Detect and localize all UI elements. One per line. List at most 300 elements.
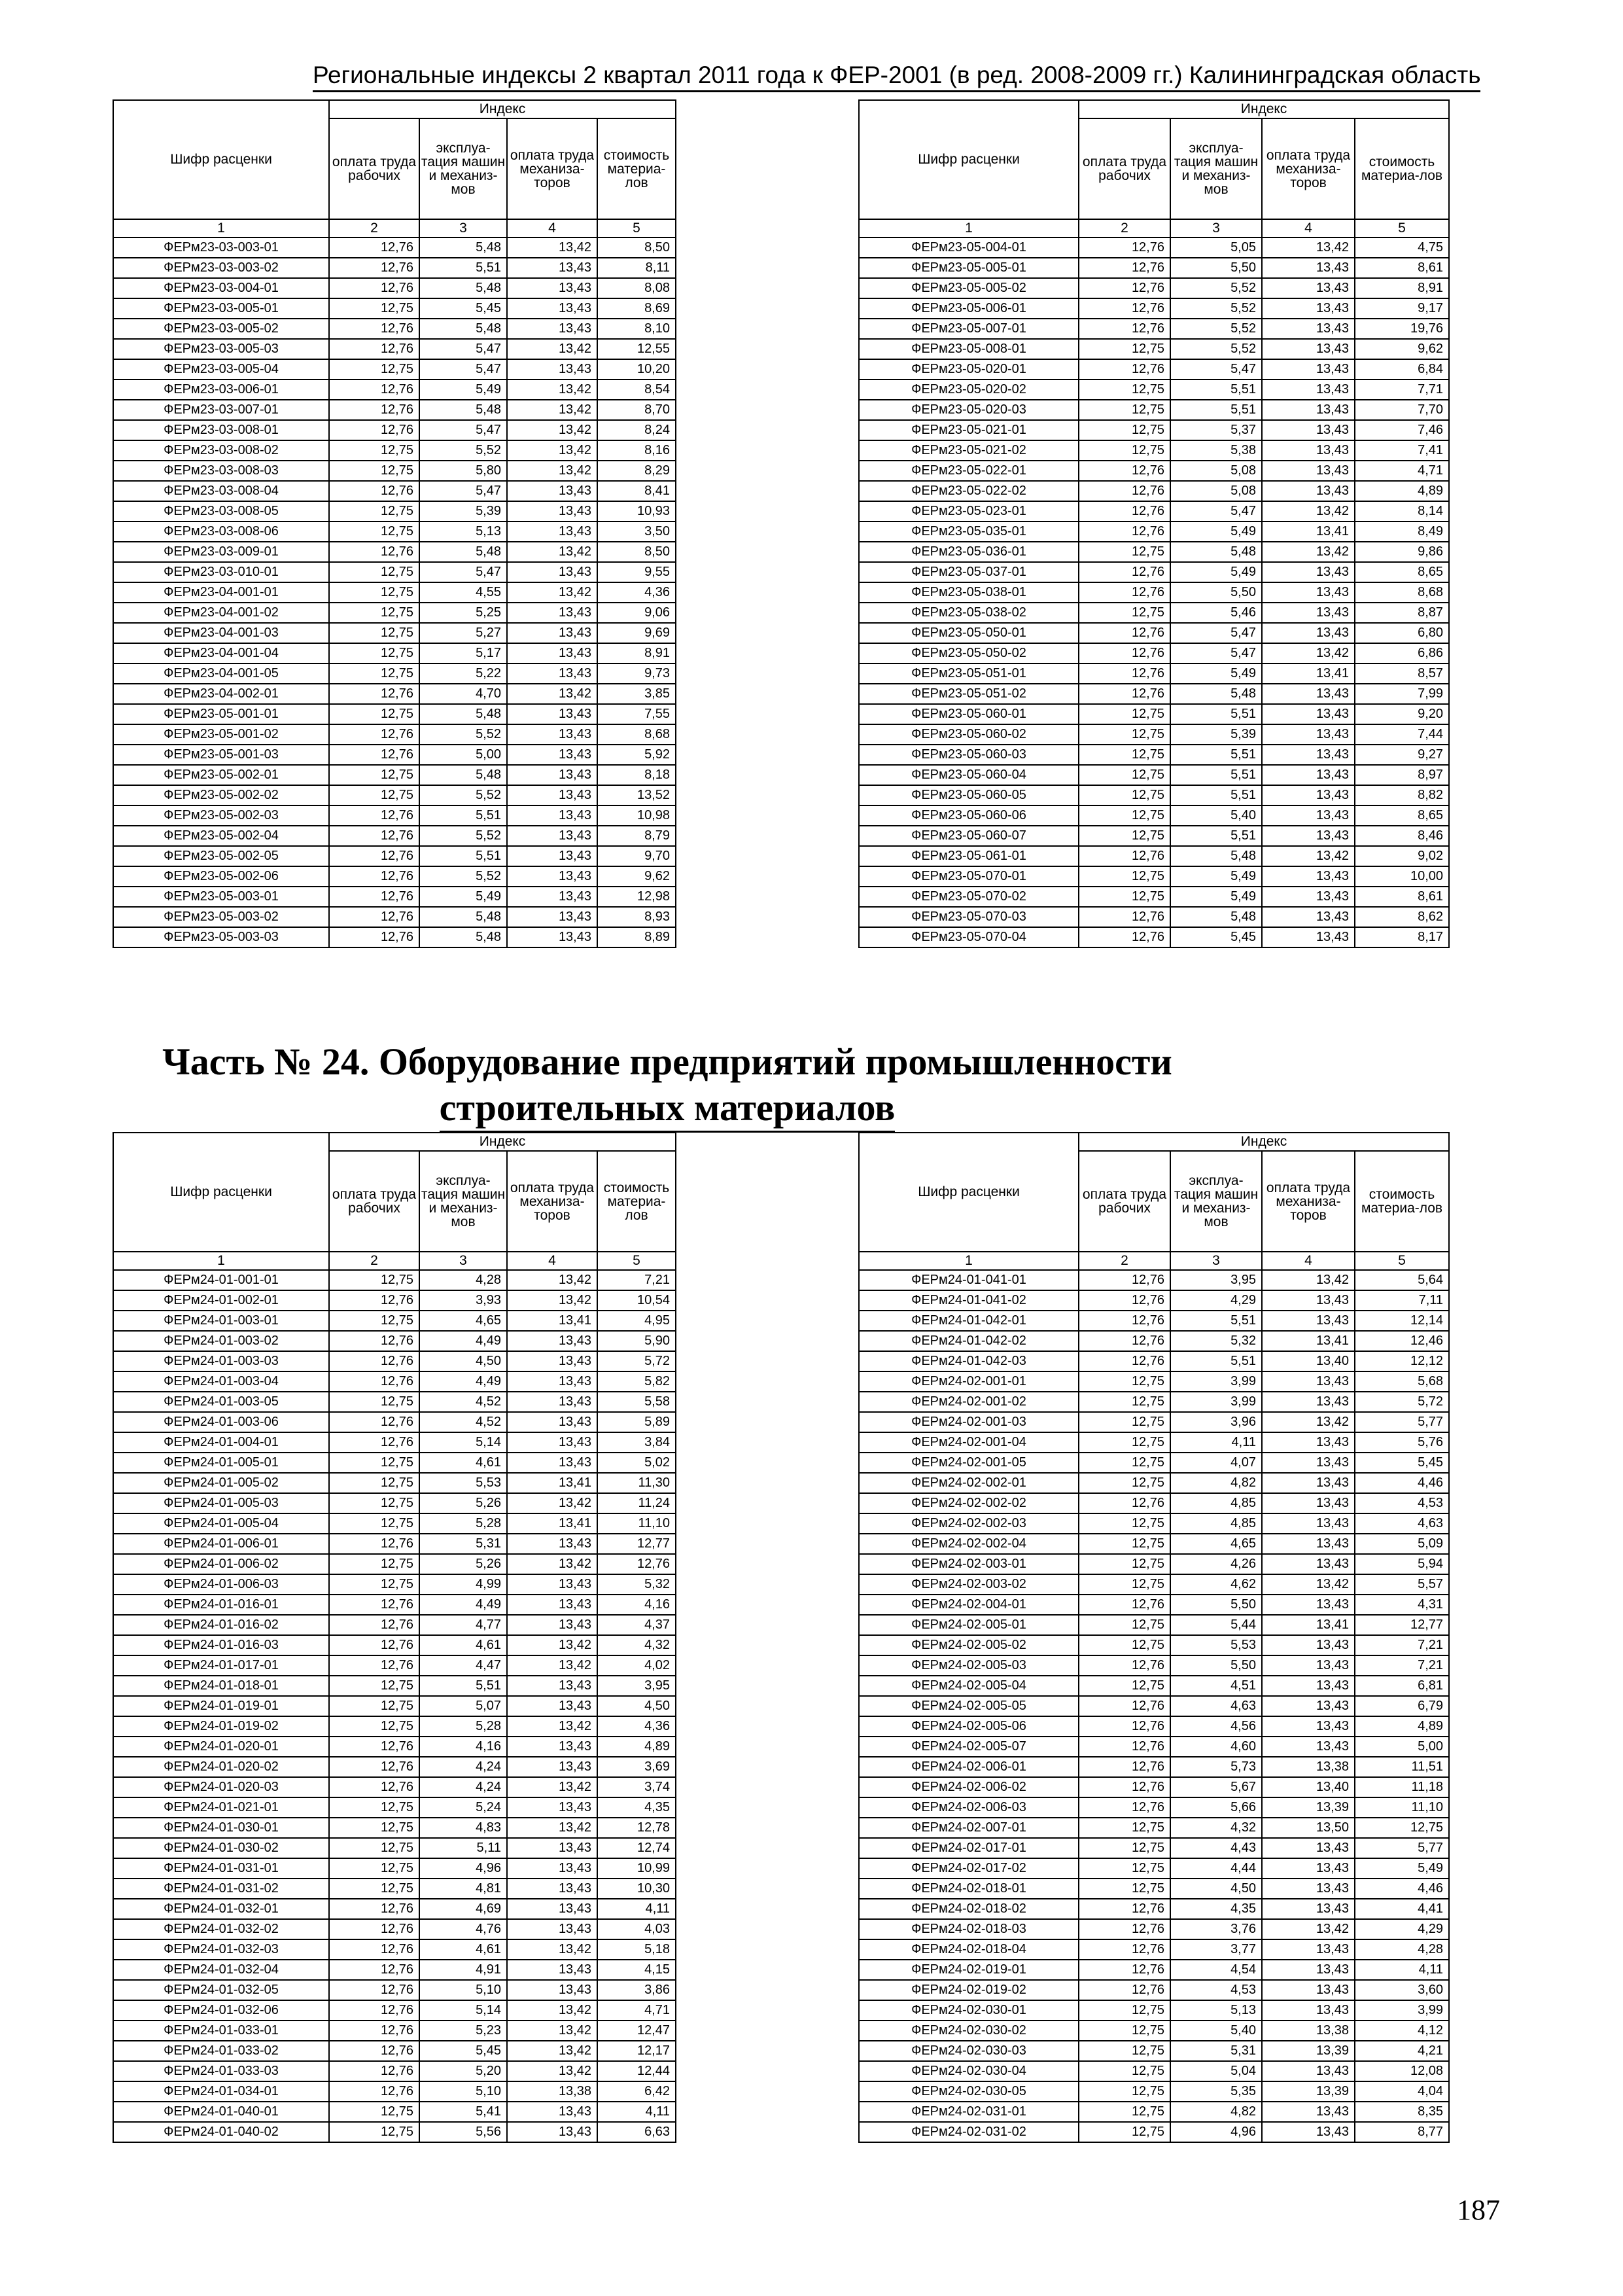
cell-operators: 13,41 [1262,1615,1355,1635]
column-header-index-group: Индекс [1079,1133,1449,1151]
cell-operators: 13,41 [1262,1331,1355,1351]
cell-code: ФЕРм24-01-016-01 [113,1595,329,1615]
cell-machines: 5,52 [1170,278,1262,298]
cell-machines: 5,45 [419,2041,507,2061]
cell-materials: 12,12 [1355,1351,1449,1371]
cell-code: ФЕРм24-02-030-03 [859,2041,1079,2061]
column-header-index-group: Индекс [329,1133,676,1151]
table-row [859,2061,1449,2081]
cell-machines: 5,48 [419,765,507,785]
cell-machines: 4,56 [1170,1716,1262,1737]
cell-labor: 12,76 [1079,278,1170,298]
cell-labor: 12,75 [329,2122,419,2142]
table-row [859,2041,1449,2061]
cell-labor: 12,76 [329,420,419,440]
column-header-code: Шифр расценки [859,1133,1079,1252]
table-row [113,1939,676,1960]
cell-code: ФЕРм24-01-005-01 [113,1453,329,1473]
cell-operators: 13,43 [1262,765,1355,785]
cell-code: ФЕРм24-01-005-04 [113,1513,329,1534]
cell-labor: 12,76 [329,238,419,258]
cell-code: ФЕРм24-01-032-05 [113,1980,329,2000]
cell-machines: 5,56 [419,2122,507,2142]
table-row [859,400,1449,420]
cell-materials: 8,24 [597,420,676,440]
cell-code: ФЕРм24-02-006-02 [859,1777,1079,1797]
cell-operators: 13,43 [1262,1939,1355,1960]
cell-labor: 12,76 [329,1595,419,1615]
cell-machines: 5,48 [1170,542,1262,562]
cell-labor: 12,75 [1079,765,1170,785]
cell-operators: 13,43 [1262,1513,1355,1534]
table-row [859,887,1449,907]
cell-operators: 13,41 [507,1513,597,1534]
cell-code: ФЕРм24-02-018-03 [859,1919,1079,1939]
column-header-code: Шифр расценки [113,1133,329,1252]
page-number: 187 [1457,2194,1500,2226]
cell-operators: 13,43 [1262,278,1355,298]
cell-operators: 13,43 [1262,1676,1355,1696]
cell-operators: 13,43 [1262,907,1355,927]
cell-labor: 12,75 [1079,887,1170,907]
cell-materials: 10,30 [597,1879,676,1899]
table-row [859,359,1449,380]
cell-materials: 4,28 [1355,1939,1449,1960]
cell-operators: 13,42 [1262,501,1355,521]
cell-code: ФЕРм23-03-003-01 [113,238,329,258]
cell-operators: 13,43 [507,1737,597,1757]
cell-operators: 13,43 [1262,461,1355,481]
cell-materials: 4,89 [1355,481,1449,501]
cell-machines: 4,69 [419,1899,507,1919]
table-row [859,1371,1449,1392]
cell-machines: 4,11 [1170,1432,1262,1453]
index-table-part24-right [858,1132,1450,2143]
cell-operators: 13,43 [1262,1655,1355,1676]
cell-machines: 5,47 [1170,501,1262,521]
cell-labor: 12,76 [329,278,419,298]
column-numbers-row [113,219,676,238]
cell-machines: 5,13 [419,521,507,542]
cell-code: ФЕРм24-01-021-01 [113,1797,329,1818]
cell-labor: 12,76 [1079,1797,1170,1818]
cell-machines: 4,49 [419,1371,507,1392]
cell-materials: 8,61 [1355,887,1449,907]
cell-operators: 13,42 [507,238,597,258]
table-row [113,1534,676,1554]
cell-operators: 13,42 [507,684,597,704]
cell-operators: 13,43 [1262,1554,1355,1574]
cell-machines: 5,49 [419,380,507,400]
cell-code: ФЕРм24-01-042-02 [859,1331,1079,1351]
cell-code: ФЕРм24-01-005-02 [113,1473,329,1493]
cell-operators: 13,43 [1262,339,1355,359]
column-header-materials: стоимость материа-лов [1355,118,1449,219]
cell-operators: 13,43 [507,278,597,298]
cell-labor: 12,75 [329,1473,419,1493]
cell-machines: 4,32 [1170,1818,1262,1838]
column-header-materials: стоимость материа-лов [597,1151,676,1252]
cell-operators: 13,41 [1262,663,1355,684]
cell-materials: 11,24 [597,1493,676,1513]
cell-code: ФЕРм24-02-001-03 [859,1412,1079,1432]
page-header-title: Региональные индексы 2 квартал 2011 года к ФЕР-2001 (в ред. 2008-2009 гг.) Калининградская область [313,60,1480,92]
cell-code: ФЕРм24-01-032-06 [113,2000,329,2021]
cell-code: ФЕРм24-02-019-01 [859,1960,1079,1980]
cell-materials: 9,86 [1355,542,1449,562]
cell-machines: 5,66 [1170,1797,1262,1818]
cell-machines: 5,39 [419,501,507,521]
cell-operators: 13,43 [507,704,597,724]
cell-machines: 4,70 [419,684,507,704]
cell-operators: 13,43 [1262,887,1355,907]
cell-code: ФЕРм24-02-003-01 [859,1554,1079,1574]
cell-labor: 12,76 [329,1919,419,1939]
cell-materials: 4,15 [597,1960,676,1980]
table-row [859,785,1449,805]
cell-code: ФЕРм24-02-004-01 [859,1595,1079,1615]
cell-code: ФЕРм24-01-006-03 [113,1574,329,1595]
cell-operators: 13,43 [1262,826,1355,846]
cell-operators: 13,40 [1262,1777,1355,1797]
cell-machines: 5,31 [1170,2041,1262,2061]
cell-materials: 10,99 [597,1858,676,1879]
cell-labor: 12,76 [1079,521,1170,542]
cell-code: ФЕРм23-05-070-01 [859,866,1079,887]
cell-materials: 10,20 [597,359,676,380]
column-header-index-group: Индекс [1079,100,1449,118]
cell-machines: 4,61 [419,1453,507,1473]
cell-operators: 13,43 [507,562,597,582]
table-row [113,765,676,785]
cell-code: ФЕРм24-02-001-05 [859,1453,1079,1473]
cell-code: ФЕРм24-02-030-01 [859,2000,1079,2021]
table-row [113,582,676,603]
cell-materials: 7,46 [1355,420,1449,440]
cell-code: ФЕРм24-01-020-01 [113,1737,329,1757]
cell-labor: 12,75 [1079,1412,1170,1432]
cell-machines: 5,52 [419,826,507,846]
cell-operators: 13,42 [507,542,597,562]
column-number: 3 [1170,219,1262,238]
cell-machines: 5,08 [1170,481,1262,501]
cell-code: ФЕРм24-02-006-03 [859,1797,1079,1818]
cell-materials: 4,04 [1355,2081,1449,2102]
cell-operators: 13,43 [507,1879,597,1899]
cell-machines: 5,53 [1170,1635,1262,1655]
cell-labor: 12,76 [1079,258,1170,278]
cell-materials: 5,02 [597,1453,676,1473]
cell-materials: 5,18 [597,1939,676,1960]
cell-labor: 12,75 [329,1554,419,1574]
cell-operators: 13,43 [507,501,597,521]
table-row [113,1696,676,1716]
cell-labor: 12,76 [1079,663,1170,684]
cell-materials: 4,32 [597,1635,676,1655]
cell-machines: 4,53 [1170,1980,1262,2000]
cell-operators: 13,43 [507,521,597,542]
cell-materials: 8,41 [597,481,676,501]
cell-labor: 12,75 [329,582,419,603]
table-row [113,927,676,947]
cell-code: ФЕРм23-05-022-02 [859,481,1079,501]
cell-labor: 12,76 [1079,1655,1170,1676]
column-number: 3 [419,1252,507,1270]
cell-labor: 12,75 [1079,2122,1170,2142]
cell-code: ФЕРм23-05-060-07 [859,826,1079,846]
table-row [859,440,1449,461]
cell-labor: 12,76 [329,380,419,400]
cell-operators: 13,43 [507,907,597,927]
table-row [859,846,1449,866]
cell-materials: 5,94 [1355,1554,1449,1574]
cell-machines: 4,50 [419,1351,507,1371]
table-row [859,1311,1449,1331]
cell-operators: 13,43 [1262,866,1355,887]
cell-labor: 12,76 [329,2081,419,2102]
cell-code: ФЕРм23-03-008-05 [113,501,329,521]
cell-machines: 5,51 [1170,745,1262,765]
cell-code: ФЕРм24-02-017-02 [859,1858,1079,1879]
table-row [859,1290,1449,1311]
cell-machines: 5,37 [1170,420,1262,440]
cell-materials: 6,86 [1355,643,1449,663]
table-row [859,298,1449,319]
cell-labor: 12,76 [1079,1777,1170,1797]
cell-operators: 13,42 [507,2061,597,2081]
cell-operators: 13,42 [507,420,597,440]
cell-materials: 12,47 [597,2021,676,2041]
table-row [113,805,676,826]
cell-materials: 10,98 [597,805,676,826]
cell-code: ФЕРм24-01-032-03 [113,1939,329,1960]
cell-materials: 8,10 [597,319,676,339]
cell-machines: 4,29 [1170,1290,1262,1311]
cell-code: ФЕРм23-05-061-01 [859,846,1079,866]
cell-code: ФЕРм23-03-005-03 [113,339,329,359]
cell-operators: 13,43 [507,1919,597,1939]
cell-machines: 5,48 [1170,907,1262,927]
cell-labor: 12,75 [329,1392,419,1412]
column-number: 2 [329,1252,419,1270]
cell-machines: 5,51 [1170,1351,1262,1371]
table-row [113,1595,676,1615]
table-row [859,339,1449,359]
column-header-operators: оплата труда механиза-торов [1262,118,1355,219]
cell-labor: 12,76 [1079,562,1170,582]
table-row [113,2061,676,2081]
table-row [859,1493,1449,1513]
table-row [859,704,1449,724]
cell-code: ФЕРм23-03-007-01 [113,400,329,420]
cell-machines: 5,48 [419,319,507,339]
cell-machines: 4,52 [419,1412,507,1432]
cell-operators: 13,43 [507,1980,597,2000]
cell-operators: 13,43 [507,805,597,826]
cell-machines: 5,52 [419,440,507,461]
cell-materials: 7,99 [1355,684,1449,704]
table-row [859,1838,1449,1858]
cell-code: ФЕРм24-01-041-01 [859,1270,1079,1290]
cell-materials: 11,30 [597,1473,676,1493]
cell-code: ФЕРм23-05-023-01 [859,501,1079,521]
cell-operators: 13,43 [507,1574,597,1595]
cell-labor: 12,75 [1079,1513,1170,1534]
cell-operators: 13,43 [507,745,597,765]
cell-machines: 5,52 [1170,298,1262,319]
table-row [113,1737,676,1757]
cell-code: ФЕРм23-05-004-01 [859,238,1079,258]
cell-code: ФЕРм23-03-008-06 [113,521,329,542]
column-header-machines: эксплуа-тация машин и механиз-мов [419,118,507,219]
table-row [859,826,1449,846]
cell-labor: 12,76 [329,1331,419,1351]
cell-machines: 5,48 [419,907,507,927]
cell-labor: 12,75 [1079,1453,1170,1473]
cell-materials: 7,21 [1355,1635,1449,1655]
cell-labor: 12,76 [1079,1737,1170,1757]
cell-labor: 12,75 [1079,1838,1170,1858]
cell-code: ФЕРм23-04-001-04 [113,643,329,663]
cell-code: ФЕРм24-01-033-02 [113,2041,329,2061]
cell-code: ФЕРм23-03-008-04 [113,481,329,501]
cell-machines: 4,62 [1170,1574,1262,1595]
cell-operators: 13,43 [507,258,597,278]
table-row [113,1331,676,1351]
cell-code: ФЕРм24-01-001-01 [113,1270,329,1290]
table-row [859,1676,1449,1696]
cell-labor: 12,76 [1079,1919,1170,1939]
cell-machines: 5,80 [419,461,507,481]
cell-labor: 12,75 [329,562,419,582]
cell-code: ФЕРм23-05-038-01 [859,582,1079,603]
table-row [113,1432,676,1453]
cell-code: ФЕРм23-05-060-02 [859,724,1079,745]
cell-operators: 13,43 [507,724,597,745]
cell-labor: 12,75 [329,1818,419,1838]
cell-labor: 12,75 [1079,724,1170,745]
cell-materials: 8,79 [597,826,676,846]
table-row [113,1797,676,1818]
column-header-operators: оплата труда механиза-торов [1262,1151,1355,1252]
cell-labor: 12,75 [1079,1432,1170,1453]
table-row [859,461,1449,481]
cell-materials: 9,06 [597,603,676,623]
cell-code: ФЕРм24-01-020-03 [113,1777,329,1797]
table-row [113,1818,676,1838]
cell-labor: 12,75 [1079,805,1170,826]
cell-materials: 5,64 [1355,1270,1449,1290]
cell-labor: 12,75 [1079,745,1170,765]
cell-materials: 4,36 [597,1716,676,1737]
cell-code: ФЕРм24-01-040-01 [113,2102,329,2122]
cell-labor: 12,76 [1079,1757,1170,1777]
table-row [859,1392,1449,1412]
table-row [859,1453,1449,1473]
cell-materials: 8,50 [597,542,676,562]
cell-labor: 12,75 [1079,400,1170,420]
cell-code: ФЕРм24-02-031-02 [859,2122,1079,2142]
cell-materials: 4,12 [1355,2021,1449,2041]
table-row [859,1818,1449,1838]
cell-code: ФЕРм23-03-009-01 [113,542,329,562]
cell-machines: 4,83 [419,1818,507,1838]
table-row [113,724,676,745]
table-row [113,298,676,319]
table-row [113,2081,676,2102]
cell-labor: 12,76 [329,2021,419,2041]
column-header-operators: оплата труда механиза-торов [507,1151,597,1252]
cell-machines: 4,81 [419,1879,507,1899]
cell-code: ФЕРм23-05-006-01 [859,298,1079,319]
index-table-part23-left [113,99,676,948]
cell-materials: 8,93 [597,907,676,927]
cell-code: ФЕРм24-01-032-04 [113,1960,329,1980]
column-number: 4 [507,1252,597,1270]
cell-labor: 12,76 [329,1757,419,1777]
column-header-operators: оплата труда механиза-торов [507,118,597,219]
cell-code: ФЕРм23-04-001-05 [113,663,329,684]
cell-labor: 12,75 [1079,1473,1170,1493]
cell-operators: 13,39 [1262,1797,1355,1818]
cell-code: ФЕРм24-01-032-01 [113,1899,329,1919]
column-number: 5 [1355,1252,1449,1270]
cell-materials: 4,31 [1355,1595,1449,1615]
table-row [113,1919,676,1939]
column-number: 3 [1170,1252,1262,1270]
cell-materials: 3,69 [597,1757,676,1777]
cell-machines: 5,49 [1170,663,1262,684]
cell-code: ФЕРм24-02-018-04 [859,1939,1079,1960]
part-24-title-line1: Часть № 24. Оборудование предприятий промышленности [162,1040,1172,1083]
cell-operators: 13,43 [1262,1635,1355,1655]
cell-materials: 4,71 [597,2000,676,2021]
cell-materials: 4,16 [597,1595,676,1615]
cell-materials: 5,58 [597,1392,676,1412]
cell-machines: 5,48 [419,278,507,298]
cell-labor: 12,76 [329,724,419,745]
cell-machines: 5,48 [1170,684,1262,704]
cell-operators: 13,42 [507,461,597,481]
cell-materials: 12,76 [597,1554,676,1574]
cell-machines: 4,99 [419,1574,507,1595]
cell-materials: 8,65 [1355,562,1449,582]
table-row [113,440,676,461]
part-24-title [0,1039,1335,1133]
index-table-part24-left [113,1132,676,2143]
cell-materials: 8,16 [597,440,676,461]
cell-code: ФЕРм24-01-030-01 [113,1818,329,1838]
cell-operators: 13,43 [507,623,597,643]
cell-labor: 12,76 [1079,1939,1170,1960]
cell-operators: 13,43 [1262,1371,1355,1392]
cell-code: ФЕРм23-05-035-01 [859,521,1079,542]
cell-operators: 13,42 [1262,1412,1355,1432]
cell-materials: 8,08 [597,278,676,298]
cell-operators: 13,42 [507,1818,597,1838]
cell-labor: 12,75 [1079,2081,1170,2102]
table-row [113,603,676,623]
cell-code: ФЕРм23-05-021-02 [859,440,1079,461]
cell-labor: 12,76 [329,684,419,704]
cell-labor: 12,75 [329,359,419,380]
cell-labor: 12,75 [1079,2021,1170,2041]
cell-labor: 12,76 [329,1777,419,1797]
cell-labor: 12,75 [329,623,419,643]
cell-materials: 9,27 [1355,745,1449,765]
part-24-title-line2: строительных материалов [440,1085,896,1133]
cell-machines: 4,50 [1170,1879,1262,1899]
